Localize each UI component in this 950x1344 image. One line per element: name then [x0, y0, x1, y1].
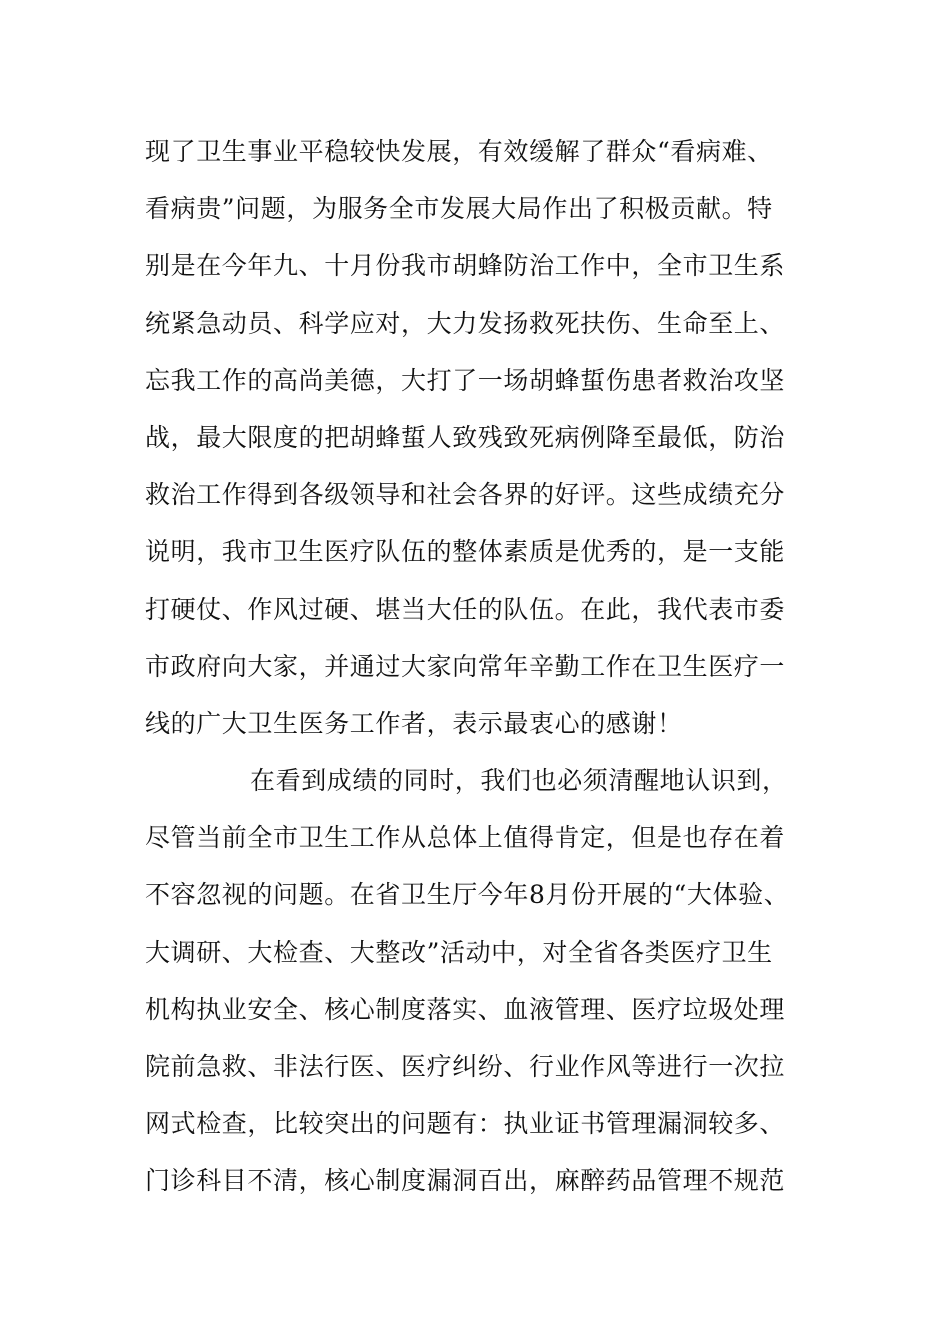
text-line: 尽管当前全市卫生工作从总体上值得肯定，但是也存在着 — [145, 823, 786, 853]
text-line: 机构执业安全、核心制度落实、血液管理、医疗垃圾处理 — [145, 994, 786, 1024]
paragraph-start-line: 在看到成绩的同时，我们也必须清醒地认识到， — [250, 766, 788, 796]
text-line: 别是在今年九、十月份我市胡蜂防治工作中，全市卫生系 — [145, 251, 786, 281]
text-line: 说明，我市卫生医疗队伍的整体素质是优秀的，是一支能 — [145, 537, 786, 567]
text-line: 现了卫生事业平稳较快发展，有效缓解了群众“看病难、 — [145, 137, 773, 166]
text-line: 市政府向大家，并通过大家向常年辛勤工作在卫生医疗一 — [145, 651, 786, 681]
text-line: 院前急救、非法行医、医疗纠纷、行业作风等进行一次拉 — [145, 1052, 786, 1081]
body-text — [145, 128, 810, 1215]
text-line: 战，最大限度的把胡蜂蜇人致残致死病例降至最低，防治 — [145, 422, 786, 452]
text-line: 不容忽视的问题。在省卫生厅今年8月份开展的“大体验、 — [145, 880, 790, 910]
text-line: 统紧急动员、科学应对，大力发扬救死扶伤、生命至上、 — [145, 308, 786, 338]
text-line: 大调研、大检查、大整改”活动中，对全省各类医疗卫生 — [145, 937, 773, 967]
text-line: 看病贵”问题，为服务全市发展大局作出了积极贡献。特 — [145, 194, 773, 224]
text-line: 线的广大卫生医务工作者，表示最衷心的感谢！ — [145, 708, 683, 738]
text-line: 网式检查，比较突出的问题有：执业证书管理漏洞较多、 — [145, 1109, 786, 1139]
text-line: 门诊科目不清，核心制度漏洞百出，麻醉药品管理不规范 — [145, 1166, 786, 1196]
text-line: 打硬仗、作风过硬、堪当大任的队伍。在此，我代表市委 — [145, 594, 786, 624]
text-line: 忘我工作的高尚美德，大打了一场胡蜂蜇伤患者救治攻坚 — [145, 365, 786, 395]
text-line: 救治工作得到各级领导和社会各界的好评。这些成绩充分 — [145, 480, 786, 510]
